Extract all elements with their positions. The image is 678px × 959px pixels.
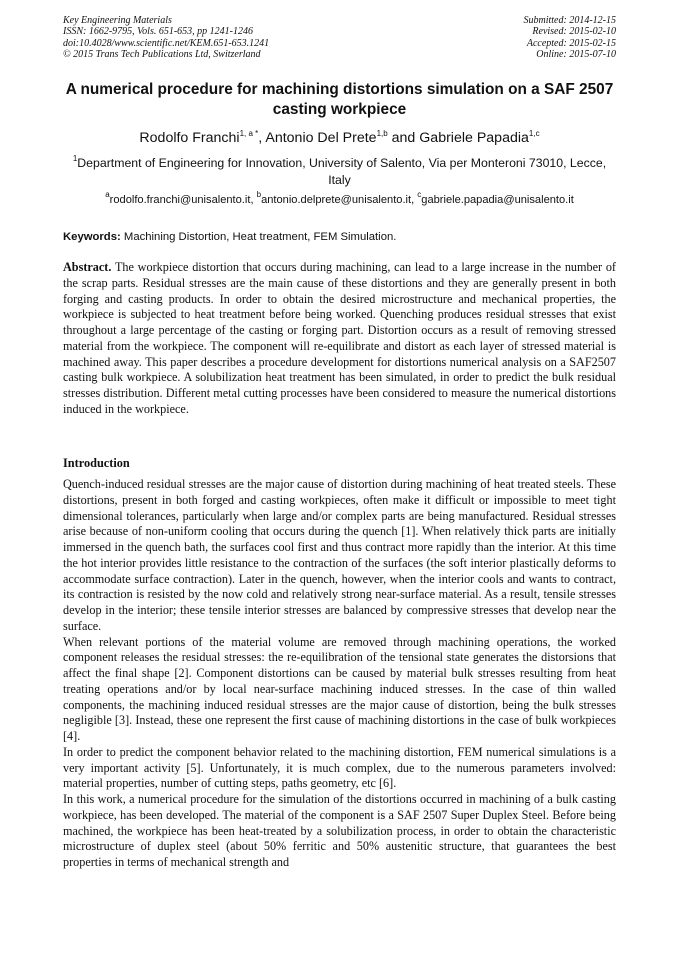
email-separator: ,	[411, 194, 418, 206]
author-superscript: 1, a *	[239, 129, 259, 138]
author-separator: and	[387, 130, 420, 146]
affiliation-text: Department of Engineering for Innovation, University of Salento, Via per Monteroni 73010, Lecce, Italy	[77, 156, 607, 187]
author-superscript: 1,b	[376, 129, 388, 138]
issn-info: ISSN: 1662-9795, Vols. 651-653, pp 1241-1246	[63, 26, 253, 38]
abstract-label: Abstract.	[63, 260, 112, 274]
affiliation	[63, 155, 616, 189]
author-list	[63, 129, 616, 147]
abstract-text: The workpiece distortion that occurs during machining, can lead to a large increase in the number of the scrap parts. Residual stresses are the main cause of these distortions and they are generally present in both forging and casting products. In order to obtain the desired microstructure and mechanical properties, the workpiece is subjected to heat treatment before being worked. Quenching produces residual stresses that exist throughout a large percentage of the casting or forging part. Distortion occurs as a result of removing stressed material from the workpiece. The component will re-equilibrate and distort as each layer of stressed material is machined away. This paper describes a procedure development for distortions numerical analysis on a SAF2507 casting bulk workpiece. A solubilization heat treatment has been simulated, in order to predict the bulk residual stresses distribution. Different metal cutting processes have been considered to measure the numerical distortions induced in the workpiece.	[63, 260, 616, 416]
paper-title: A numerical procedure for machining distortions simulation on a SAF 2507 casting workpiece	[65, 81, 614, 118]
author-separator: ,	[258, 130, 266, 146]
online-date: Online: 2015-07-10	[536, 49, 616, 61]
journal-info	[63, 15, 269, 61]
keywords-text: Machining Distortion, Heat treatment, FEM Simulation.	[120, 231, 397, 243]
journal-name: Key Engineering Materials	[63, 15, 172, 26]
email-list	[63, 190, 616, 208]
affiliation-superscript: 1	[72, 154, 78, 163]
doi: doi:10.4028/www.scientific.net/KEM.651-653.1241	[63, 37, 270, 49]
email-superscript: c	[417, 190, 422, 199]
email-superscript: b	[256, 190, 262, 199]
email-address: antonio.delprete@unisalento.it	[261, 194, 412, 206]
submitted-date: Submitted: 2014-12-15	[523, 15, 616, 26]
submission-dates	[524, 15, 617, 61]
journal-header	[63, 15, 616, 63]
paragraph: In this work, a numerical procedure for the simulation of the distortions occurred in machining of a bulk casting workpiece, has been developed. The material of the component is a SAF 2507 Super Duplex Steel. Before being machined, the workpiece has been heat-treated by a solubilization process, in order to obtain the characteristic microstructure of duplex steel (about 50% ferritic and 50% austenitic structure, that guarantees the best properties in terms of mechanical strength and	[63, 792, 616, 869]
paragraph: Quench-induced residual stresses are the major cause of distortion during machining of heat treated steels. These distortions, present in both forged and casting workpieces, often make it difficult or impossible to meet tight dimensional tolerances, particularly when large and/or complex parts are being manufactured. Residual stresses arise because of non-uniform cooling that occurs during the quench [1]. When relatively thick parts are initially immersed in the quench bath, the surfaces cool first and thus contract more rapidly than the interior. At this time the hot interior provides little resistance to the contraction of the surfaces (the soft interior plastically deforms to accommodate surface contraction). Later in the quench, however, when the interior cools and wants to contract, its contraction is resisted by the now cold and relatively strong near-surface material. As a result, tensile stresses develop in the interior; these tensile interior stresses are balanced by compressive stresses that develop near the surface.	[63, 477, 616, 633]
email-separator: ,	[250, 194, 257, 206]
email-superscript: a	[105, 190, 110, 199]
abstract	[63, 260, 616, 418]
introduction-heading: Introduction	[63, 456, 130, 470]
copyright: © 2015 Trans Tech Publications Ltd, Switzerland	[63, 49, 261, 61]
email-address: gabriele.papadia@unisalento.it	[421, 194, 574, 206]
author-name: Antonio Del Prete	[265, 130, 377, 146]
keywords-label: Keywords:	[63, 231, 121, 243]
email-address: rodolfo.franchi@unisalento.it	[109, 194, 251, 206]
author-superscript: 1,c	[528, 129, 540, 138]
introduction-body	[63, 477, 616, 871]
keywords	[63, 230, 616, 244]
paragraph: When relevant portions of the material volume are removed through machining operations, the worked component releases the residual stresses: the re-equilibration of the tensional state generates the distorsions that affect the final shape [2]. Component distortions can be caused by material bulk stresses resulting from heat treating operations and/or by local near-surface machining induced stresses. In the case of thin walled components, the machining induced residual stresses are the major cause of distortion, being the bulk stresses negligible [3]. Instead, these one represent the first cause of machining distortions in the case of bulk workpieces [4].	[63, 634, 616, 743]
revised-date: Revised: 2015-02-10	[532, 26, 616, 38]
accepted-date: Accepted: 2015-02-15	[526, 37, 616, 49]
paragraph: In order to predict the component behavior related to the machining distortion, FEM numerical simulations is a very important activity [5]. Unfortunately, it is much complex, due to the numerous parameters involved: material properties, number of cutting steps, paths geometry, etc [6].	[63, 744, 616, 791]
author-name: Gabriele Papadia	[419, 130, 529, 146]
author-name: Rodolfo Franchi	[139, 130, 240, 146]
